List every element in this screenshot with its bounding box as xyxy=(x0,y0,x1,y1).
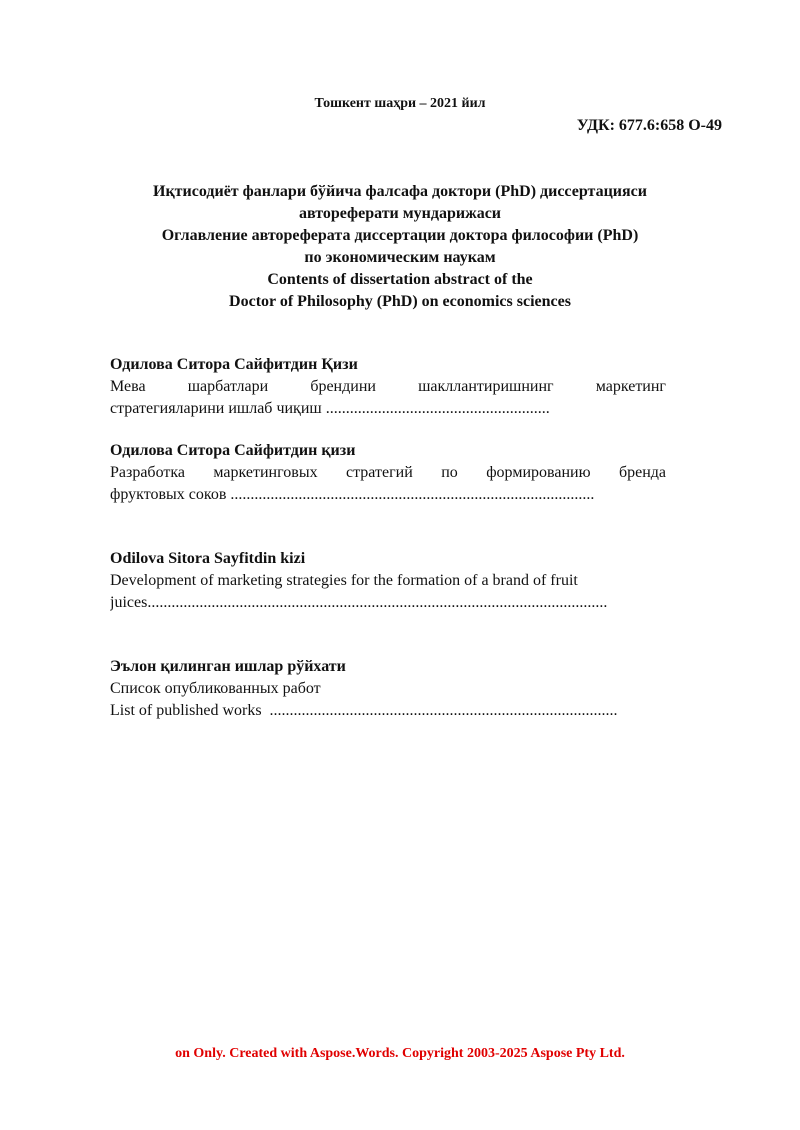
author-name: Одилова Ситора Сайфитдин Қизи xyxy=(110,356,358,373)
author-name: Одилова Ситора Сайфитдин қизи xyxy=(110,442,356,459)
dot-leader: ........................................................................................... xyxy=(230,486,595,503)
entry-title-line-end xyxy=(110,592,704,614)
entry-title-line-end xyxy=(110,700,704,722)
entry-title-line: Разработка маркетинговых стратегий по формированию бренда xyxy=(110,464,666,481)
dot-leader: ....................................................................................... xyxy=(269,702,618,719)
entry-title-text: List of published works xyxy=(110,702,262,719)
title-line-uz-2: автореферати мундарижаси xyxy=(298,205,502,222)
entry-title-ru: Список опубликованных работ xyxy=(110,680,321,697)
toc-entry-publications xyxy=(110,656,704,722)
title-line-en-2: Doctor of Philosophy (PhD) on economics sciences xyxy=(229,293,571,310)
entry-title-text: фруктовых соков xyxy=(110,486,227,503)
entry-title-line-end xyxy=(110,398,704,420)
author-name: Odilova Sitora Sayfitdin kizi xyxy=(110,550,306,567)
udk-code: УДК: 677.6:658 О-49 xyxy=(576,117,722,134)
entry-title-text: juices xyxy=(110,594,148,611)
title-line-ru-2: по экономическим наукам xyxy=(304,249,496,266)
title-line-uz-1: Иқтисодиёт фанлари бўйича фалсафа доктори (PhD) диссертацияси xyxy=(153,183,647,200)
toc-entry-uz xyxy=(110,354,704,420)
title-line-en-1: Contents of dissertation abstract of the xyxy=(267,271,533,288)
toc-entry-en xyxy=(110,548,704,614)
toc-entry-ru xyxy=(110,440,704,506)
toc-title xyxy=(0,181,800,313)
entry-title-line: Мева шарбатлари брендини шакллантиришнинг маркетинг xyxy=(110,378,666,395)
dot-leader: ........................................................ xyxy=(325,400,550,417)
title-line-ru-1: Оглавление автореферата диссертации доктора философии (PhD) xyxy=(161,227,639,244)
entry-title-line: Development of marketing strategies for the formation of a brand of fruit xyxy=(110,572,578,589)
entry-title-text: стратегияларини ишлаб чиқиш xyxy=(110,400,322,417)
dot-leader: ................................................................................................................... xyxy=(147,594,608,611)
entry-title-line-end xyxy=(110,484,704,506)
city-year-line: Тошкент шаҳри – 2021 йил xyxy=(314,96,486,111)
watermark-footer: on Only. Created with Aspose.Words. Copyright 2003-2025 Aspose Pty Ltd. xyxy=(175,1046,625,1061)
section-heading: Эълон қилинган ишлар рўйхати xyxy=(110,658,346,675)
